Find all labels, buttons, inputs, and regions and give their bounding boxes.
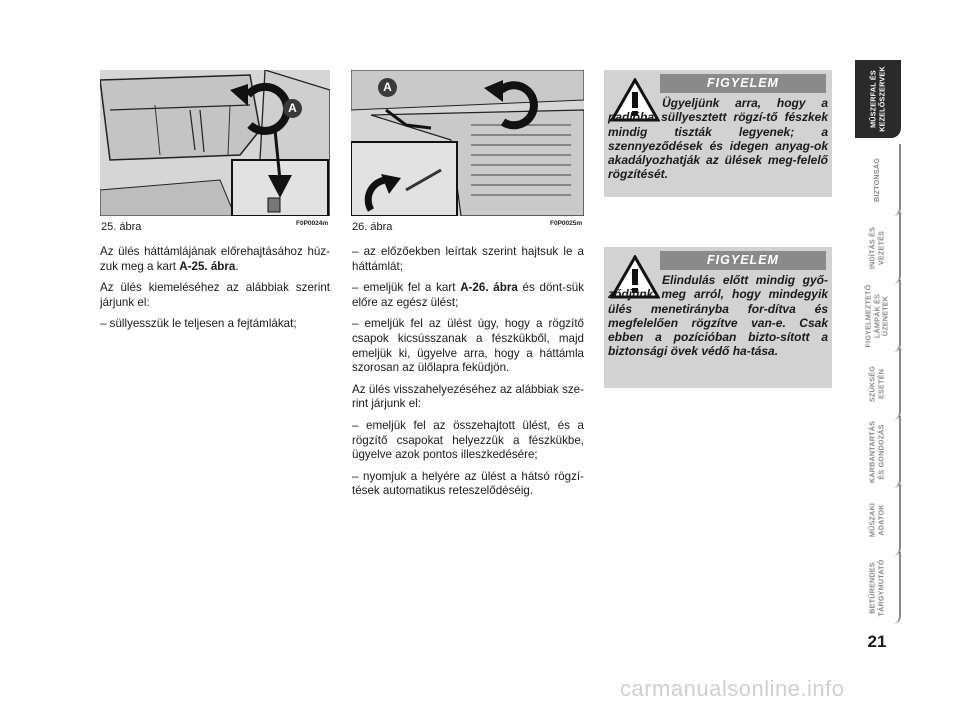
warning-title: FIGYELEM xyxy=(660,251,826,270)
figure-26-marker: A xyxy=(378,78,397,97)
seat-lever-illustration xyxy=(100,70,330,216)
figure-25-code: F0P0024m xyxy=(296,220,329,227)
page-number: 21 xyxy=(867,632,887,651)
figure-26-image xyxy=(351,70,584,216)
tab-szukseg[interactable] xyxy=(855,348,901,420)
tab-label: BETŰRENDES TÁRGYMUTATÓ xyxy=(867,559,885,617)
figure-26-code: F0P0025m xyxy=(550,220,583,227)
warning-text: Ügyeljünk arra, hogy a padlóba süllyesztett rögzí-tő fészkek mindig tiszták legyenek; a szennyeződések és idegen anyag-ok akadályozhatják az ülések meg-felelő rögzítését. xyxy=(608,96,828,182)
tab-label: SZÜKSÉG ESETÉN xyxy=(867,365,885,403)
tab-label: INDÍTÁS ÉS VEZETÉS xyxy=(867,226,885,270)
tab-muszerfal[interactable] xyxy=(855,60,901,138)
figure-25-image xyxy=(100,70,330,216)
paragraph: – az előzőekben leírtak szerint hajtsuk le a háttámlát; xyxy=(352,245,584,273)
warning-text: Elindulás előtt mindig győ-ződjünk meg arról, hogy mindegyik ülés menetirányba for-dítva és megfelelően rögzítve van-e. Csak ebben a pozícióban bizto-sított a biztonsági övek védő ha-tása. xyxy=(608,273,828,359)
figure-25-caption: 25. ábra xyxy=(101,221,142,233)
watermark-text: carmanualsonline.info xyxy=(620,676,845,701)
paragraph: – emeljük fel a kart A-26. ábra és dönt-sük előre az egész ülést; xyxy=(352,281,584,309)
column-2-text xyxy=(352,245,584,506)
warning-title: FIGYELEM xyxy=(660,74,826,93)
paragraph: – süllyesszük le teljesen a fejtámlákat; xyxy=(100,317,297,331)
tab-label: MŰSZAKI ADATOK xyxy=(867,502,885,538)
warning-box-2 xyxy=(604,247,832,388)
tab-label: BIZTONSÁG xyxy=(871,158,881,202)
tab-karbantartas[interactable] xyxy=(855,416,901,488)
paragraph: – nyomjuk a helyére az ülést a hátsó rögzí-tések automatikus reteszelődéséig. xyxy=(352,469,584,498)
tab-betu[interactable] xyxy=(855,552,901,624)
tab-figyelmezteto[interactable] xyxy=(855,280,901,352)
paragraph: – emeljük fel az ülést úgy, hogy a rögzítő csapok kicsússzanak a fészkükből, majd emeljük ki, ügyelve arra, hogy a háttámla szorosan az ülőlapra feküdjön. xyxy=(352,317,584,375)
tab-inditas[interactable] xyxy=(855,212,901,284)
tab-label: FIGYELMEZTETŐ LÁMPÁK ÉS ÜZENETEK xyxy=(863,284,890,348)
figure-26-caption: 26. ábra xyxy=(352,221,393,233)
column-1-text xyxy=(100,245,330,339)
tab-biztonsag[interactable] xyxy=(855,144,901,216)
paragraph: – emeljük fel az összehajtott ülést, és a rögzítő csapokat helyezzük a fészkükbe, ügyelve azok pontos illeszkedésére; xyxy=(352,418,584,462)
warning-box-1 xyxy=(604,70,832,197)
paragraph: Az ülés visszahelyezéséhez az alábbiak sze-rint járjunk el: xyxy=(352,382,584,411)
paragraph: Az ülés háttámlájának előrehajtásához húz-zuk meg a kart A-25. ábra. xyxy=(100,245,330,273)
figure-25-marker: A xyxy=(283,99,302,118)
tab-label: MŰSZERFAL ÉS KEZELŐSZERVEK xyxy=(868,66,886,132)
paragraph: Az ülés kiemeléséhez az alábbiak szerint járjunk el: xyxy=(100,281,330,309)
tab-muszaki[interactable] xyxy=(855,484,901,556)
tab-label: KARBANTARTÁS ÉS GONDOZÁS xyxy=(867,420,885,484)
